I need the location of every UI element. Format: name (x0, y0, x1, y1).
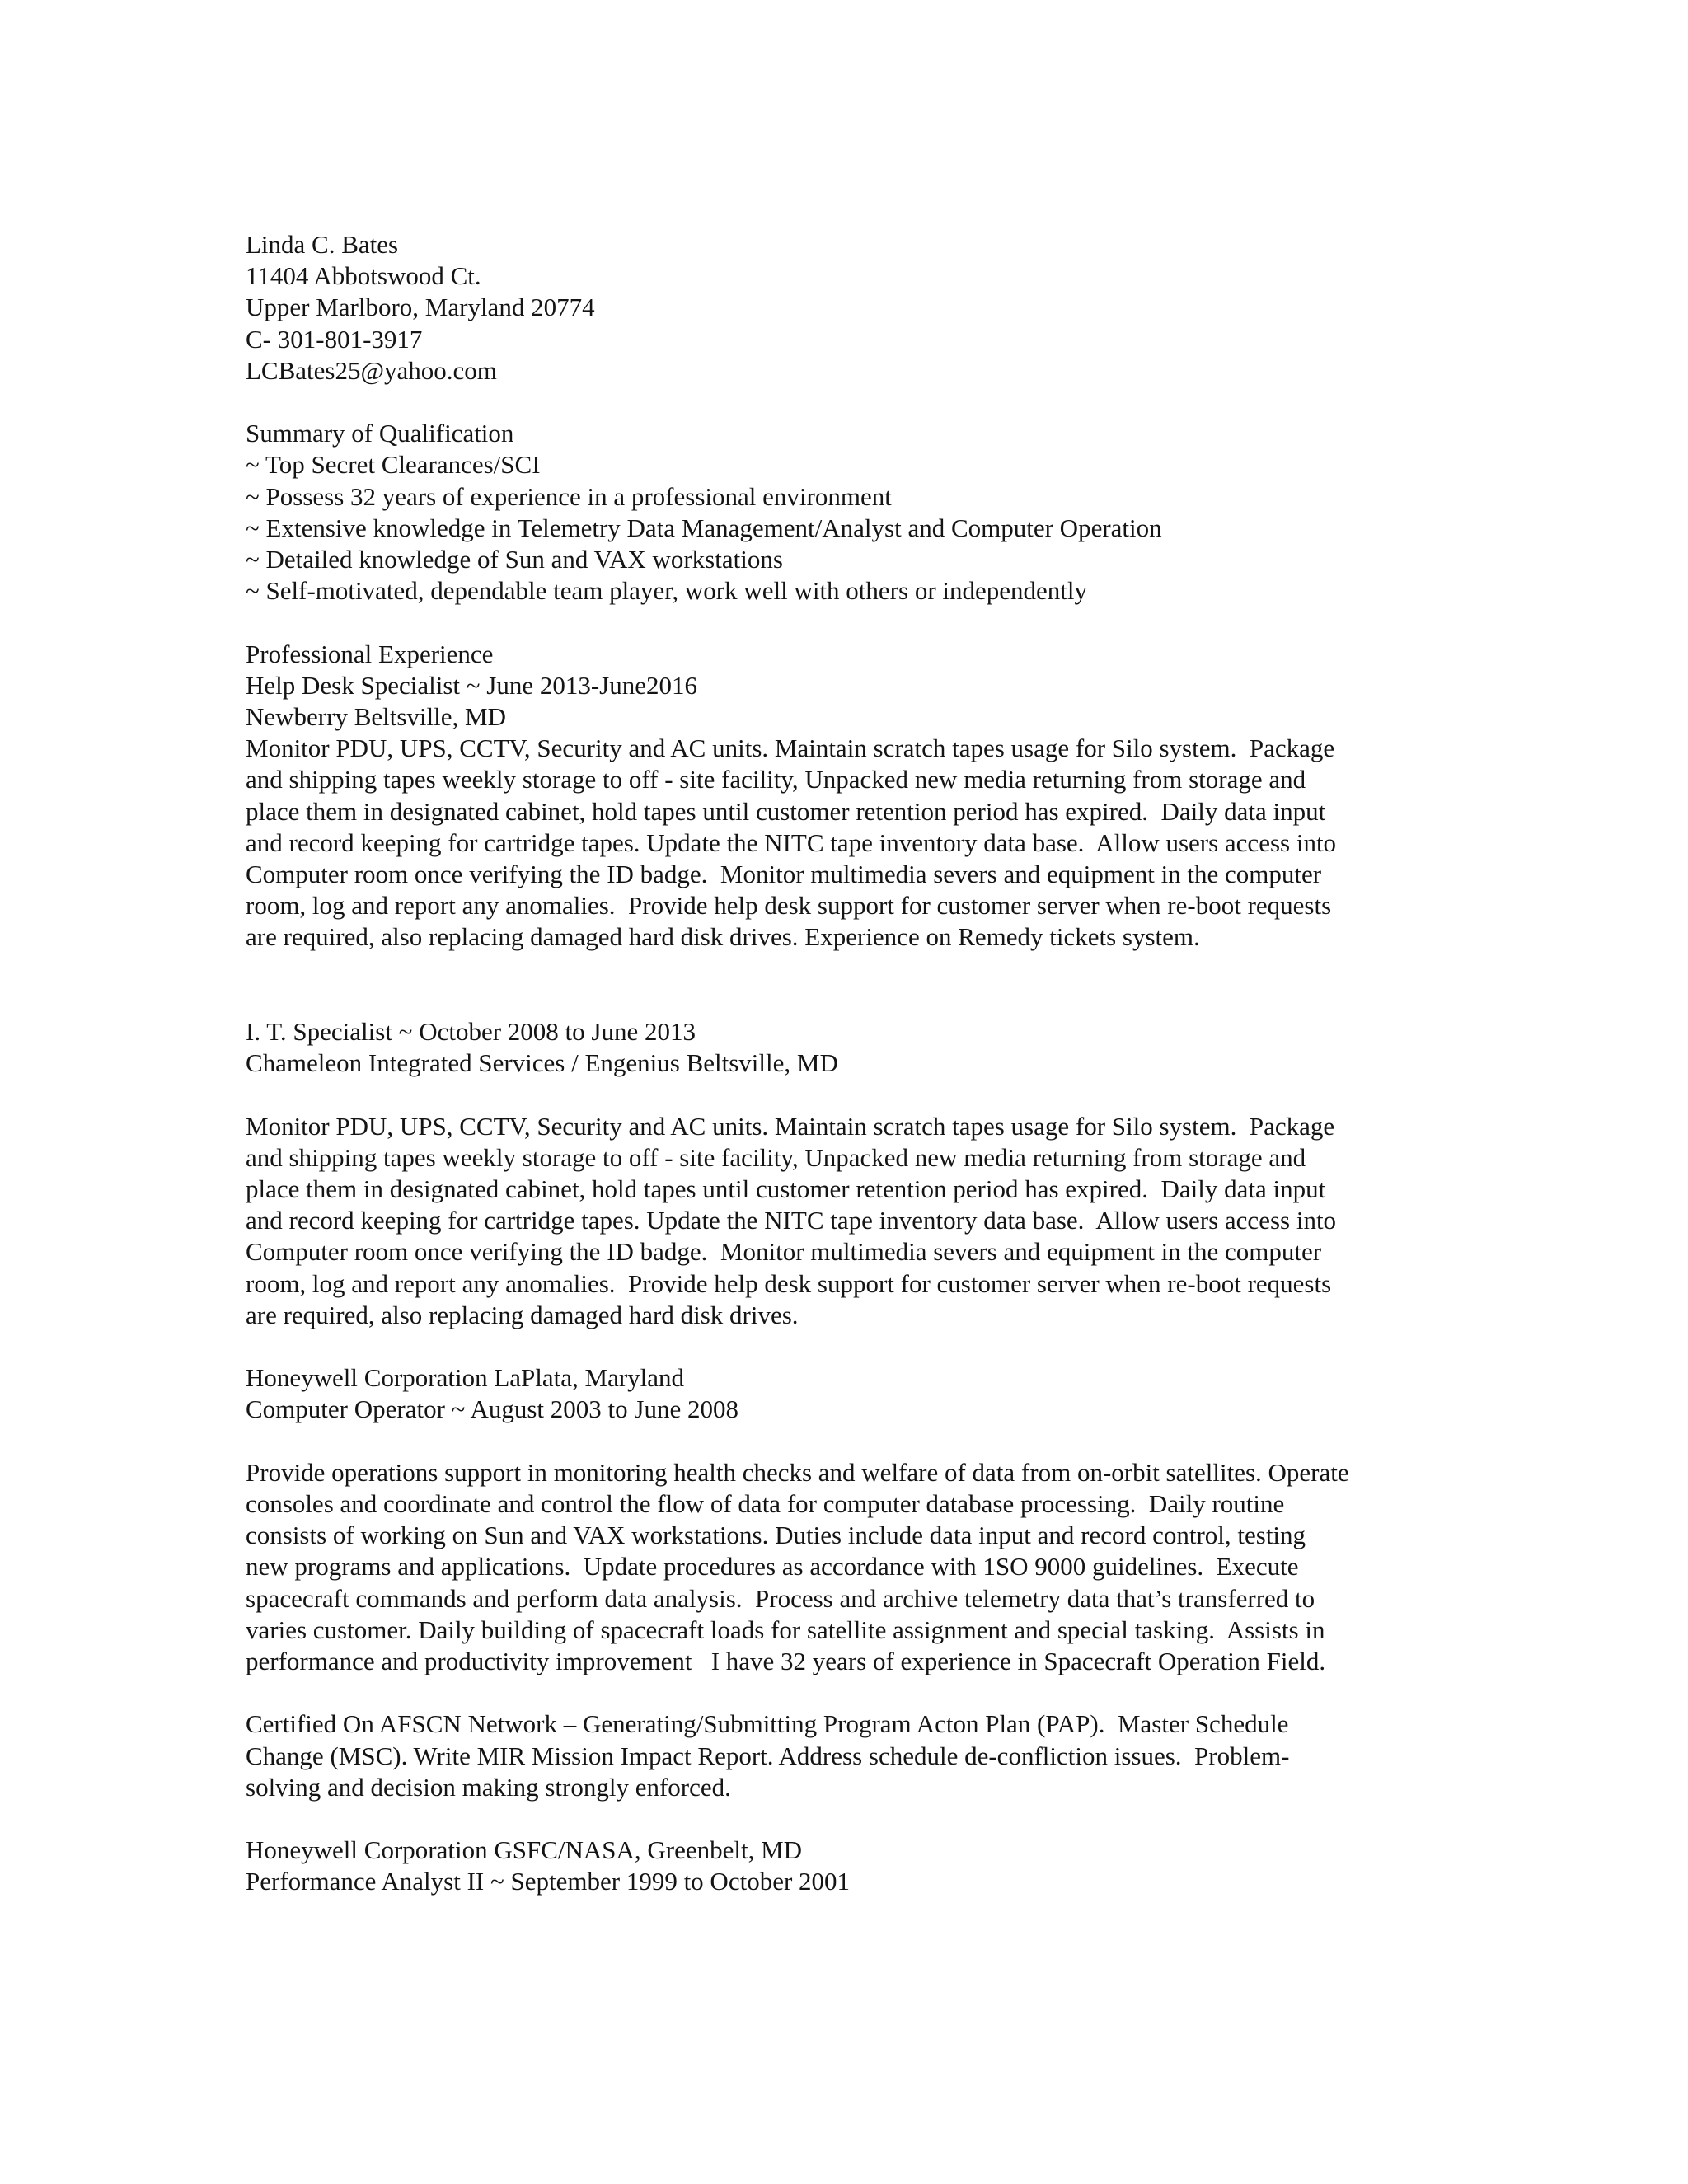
summary-item: ~ Self-motivated, dependable team player, work well with others or independently (246, 576, 1088, 606)
job-description-line: spacecraft commands and perform data analysis. Process and archive telemetry data that’s transferred to (246, 1583, 1315, 1613)
job-description-line: Monitor PDU, UPS, CCTV, Security and AC units. Maintain scratch tapes usage for Silo system. Package (246, 1111, 1335, 1141)
job-title: Computer Operator ~ August 2003 to June 2008 (246, 1394, 738, 1424)
job-employer: Chameleon Integrated Services / Engenius Beltsville, MD (246, 1048, 838, 1078)
job-description-line: are required, also replacing damaged hard disk drives. Experience on Remedy tickets system. (246, 922, 1200, 952)
contact-city: Upper Marlboro, Maryland 20774 (246, 293, 595, 322)
experience-section (246, 639, 1465, 1898)
job-description-line: and shipping tapes weekly storage to off - site facility, Unpacked new media returning from storage and (246, 1142, 1306, 1172)
job-description-line: consists of working on Sun and VAX workstations. Duties include data input and record control, testing (246, 1521, 1306, 1550)
job-employer: Honeywell Corporation LaPlata, Maryland (246, 1363, 685, 1393)
job-title: Help Desk Specialist ~ June 2013-June2016 (246, 670, 697, 700)
job-description-line: place them in designated cabinet, hold tapes until customer retention period has expired. Daily data input (246, 1174, 1326, 1204)
contact-email: LCBates25@yahoo.com (246, 355, 497, 385)
summary-heading: Summary of Qualification (246, 419, 514, 448)
job-description-line: Computer room once verifying the ID badge. Monitor multimedia severs and equipment in the computer (246, 860, 1322, 889)
job-title: I. T. Specialist ~ October 2008 to June 2013 (246, 1017, 696, 1047)
summary-item: ~ Extensive knowledge in Telemetry Data Management/Analyst and Computer Operation (246, 513, 1162, 542)
job-description-line: room, log and report any anomalies. Provide help desk support for customer server when re-boot requests (246, 1268, 1332, 1298)
job-title: Performance Analyst II ~ September 1999 to October 2001 (246, 1867, 851, 1896)
job-entry (246, 670, 1465, 954)
job-description-line: room, log and report any anomalies. Provide help desk support for customer server when re-boot requests (246, 891, 1332, 921)
summary-item: ~ Possess 32 years of experience in a professional environment (246, 481, 892, 511)
certification-line: Certified On AFSCN Network – Generating/Submitting Program Acton Plan (PAP). Master Schedule (246, 1709, 1289, 1739)
job-description-line: and record keeping for cartridge tapes. Update the NITC tape inventory data base. Allow users access into (246, 1206, 1337, 1235)
job-employer: Honeywell Corporation GSFC/NASA, Greenbelt, MD (246, 1835, 803, 1865)
certification-line: solving and decision making strongly enforced. (246, 1772, 731, 1802)
job-description-line: Provide operations support in monitoring health checks and welfare of data from on-orbit satellites. Operate (246, 1457, 1349, 1487)
resume-body (246, 229, 1465, 1898)
job-description-line: are required, also replacing damaged hard disk drives. (246, 1300, 799, 1329)
summary-item: ~ Detailed knowledge of Sun and VAX workstations (246, 545, 783, 574)
job-description-line: Computer room once verifying the ID badge. Monitor multimedia severs and equipment in the computer (246, 1237, 1322, 1267)
job-entry (246, 1016, 1465, 1331)
contact-phone: C- 301-801-3917 (246, 324, 423, 354)
job-description-line: new programs and applications. Update procedures as accordance with 1SO 9000 guidelines. Execute (246, 1552, 1299, 1582)
job-entry (246, 1835, 1465, 1897)
experience-heading: Professional Experience (246, 639, 494, 668)
contact-block (246, 229, 1465, 387)
certification-line: Change (MSC). Write MIR Mission Impact Report. Address schedule de-confliction issues. Problem- (246, 1741, 1290, 1770)
summary-item: ~ Top Secret Clearances/SCI (246, 450, 541, 480)
job-description-line: Monitor PDU, UPS, CCTV, Security and AC units. Maintain scratch tapes usage for Silo system. Package (246, 733, 1335, 763)
contact-street: 11404 Abbotswood Ct. (246, 261, 481, 291)
summary-section (246, 418, 1465, 607)
job-description-line: consoles and coordinate and control the flow of data for computer database processing. Daily routine (246, 1489, 1285, 1519)
job-entry (246, 1362, 1465, 1803)
job-description-line: and record keeping for cartridge tapes. Update the NITC tape inventory data base. Allow users access into (246, 827, 1337, 857)
contact-name: Linda C. Bates (246, 230, 399, 259)
job-description-line: varies customer. Daily building of spacecraft loads for satellite assignment and special tasking. Assists in (246, 1615, 1325, 1644)
job-employer: Newberry Beltsville, MD (246, 702, 506, 732)
job-description-line: performance and productivity improvement I have 32 years of experience in Spacecraft Operation Field. (246, 1647, 1326, 1676)
job-description-line: and shipping tapes weekly storage to off - site facility, Unpacked new media returning from storage and (246, 765, 1306, 794)
job-description-line: place them in designated cabinet, hold tapes until customer retention period has expired. Daily data input (246, 796, 1326, 826)
